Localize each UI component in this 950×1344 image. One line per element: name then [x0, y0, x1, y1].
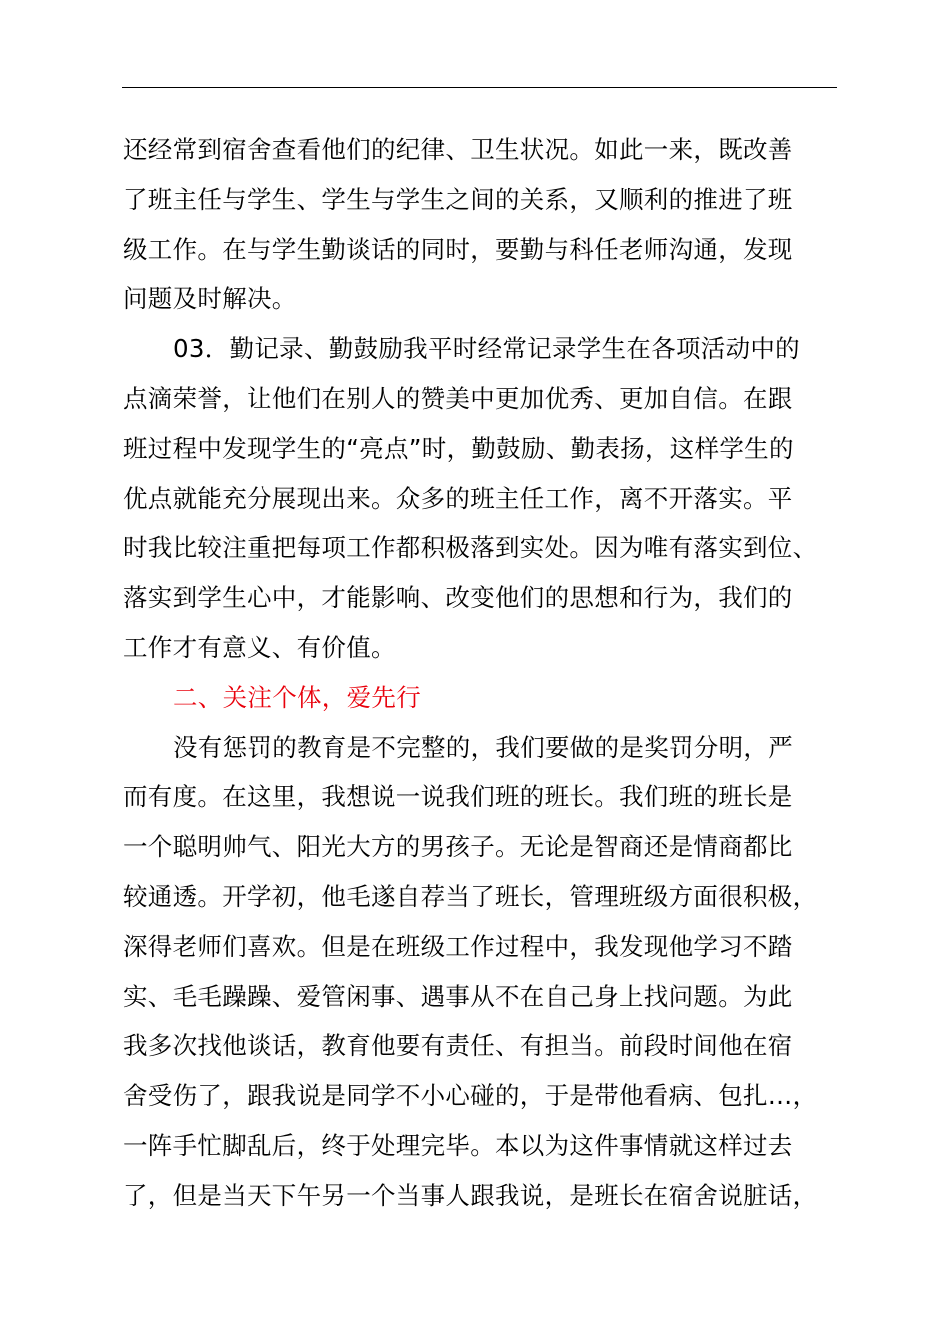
- text-line: 班过程中发现学生的“亮点”时，勤鼓励、勤表扬，这样学生的: [123, 433, 794, 463]
- text-line: 实、毛毛躁躁、爱管闲事、遇事从不在自己身上找问题。为此: [123, 981, 793, 1011]
- header-rule: [122, 87, 837, 88]
- text-line: 时我比较注重把每项工作都积极落到实处。因为唯有落实到位、: [123, 533, 818, 563]
- text-line: 而有度。在这里，我想说一说我们班的班长。我们班的班长是: [123, 782, 793, 812]
- text-line: 一个聪明帅气、阳光大方的男孩子。无论是智商还是情商都比: [123, 832, 793, 862]
- text-line: 优点就能充分展现出来。众多的班主任工作，离不开落实。平: [123, 483, 793, 513]
- section-heading: 二、关注个体，爱先行: [173, 682, 421, 712]
- text-line: 没有惩罚的教育是不完整的，我们要做的是奖罚分明，严: [173, 732, 793, 762]
- document-body: [123, 125, 863, 1221]
- text-line: 点滴荣誉，让他们在别人的赞美中更加优秀、更加自信。在跟: [123, 383, 793, 413]
- text-line: 级工作。在与学生勤谈话的同时，要勤与科任老师沟通，发现: [123, 234, 793, 264]
- text-line: 较通透。开学初，他毛遂自荐当了班长，管理班级方面很积极，: [123, 881, 818, 911]
- text-line: 问题及时解决。: [123, 284, 297, 314]
- text-line: 舍受伤了，跟我说是同学不小心碰的，于是带他看病、包扎…，: [123, 1081, 818, 1111]
- text-line: 还经常到宿舍查看他们的纪律、卫生状况。如此一来，既改善: [123, 135, 793, 164]
- text-line: 03．勤记录、勤鼓励我平时经常记录学生在各项活动中的: [173, 334, 800, 364]
- text-line: 落实到学生心中，才能影响、改变他们的思想和行为，我们的: [123, 583, 793, 613]
- text-line: 了班主任与学生、学生与学生之间的关系，又顺利的推进了班: [123, 184, 793, 214]
- text-line: 一阵手忙脚乱后，终于处理完毕。本以为这件事情就这样过去: [123, 1130, 793, 1160]
- text-line: 我多次找他谈话，教育他要有责任、有担当。前段时间他在宿: [123, 1031, 793, 1061]
- text-line: 工作才有意义、有价值。: [123, 632, 396, 662]
- text-line: 了，但是当天下午另一个当事人跟我说，是班长在宿舍说脏话，: [123, 1180, 818, 1210]
- text-line: 深得老师们喜欢。但是在班级工作过程中，我发现他学习不踏: [123, 931, 793, 961]
